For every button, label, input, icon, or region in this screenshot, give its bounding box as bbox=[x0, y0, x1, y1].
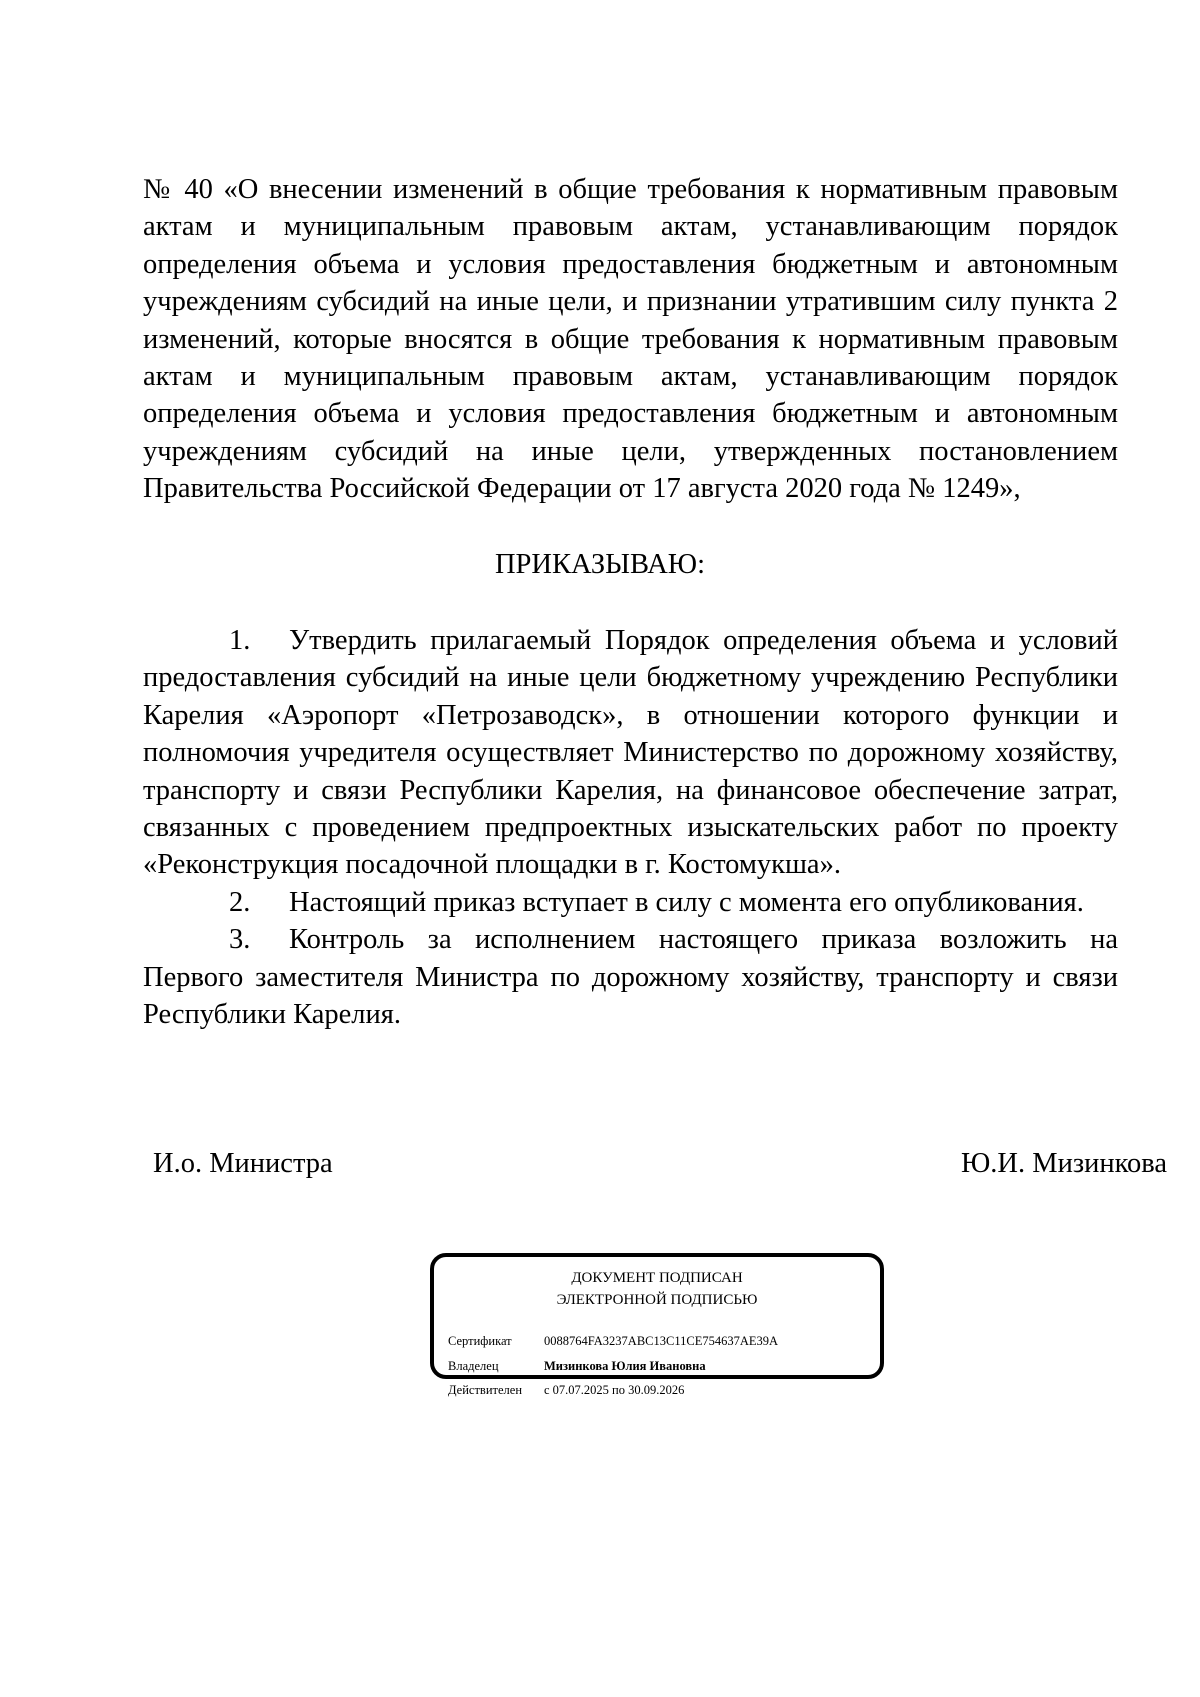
electronic-signature-stamp bbox=[430, 1253, 884, 1397]
order-item-number: 2. bbox=[229, 886, 251, 918]
stamp-owner-value: Мизинкова Юлия Ивановна bbox=[544, 1359, 706, 1373]
order-item-1 bbox=[143, 622, 1118, 884]
signatory-role: И.о. Министра bbox=[153, 1148, 333, 1179]
stamp-owner-label: Владелец bbox=[448, 1359, 499, 1373]
order-heading: ПРИКАЗЫВАЮ: bbox=[494, 549, 706, 580]
signatory-name: Ю.И. Мизинкова bbox=[961, 1148, 1167, 1179]
order-items-list bbox=[143, 622, 1118, 1033]
order-item-number: 3. bbox=[229, 924, 251, 956]
stamp-validity-label: Действителен bbox=[448, 1383, 523, 1397]
stamp-validity-row bbox=[448, 1382, 684, 1398]
order-item-text: Контроль за исполнением настоящего приказа возложить на Первого заместителя Министра по дорожному хозяйству, транспорту и связи Республики Карелия. bbox=[143, 924, 1118, 1031]
order-item-2 bbox=[143, 884, 1118, 921]
order-item-text: Настоящий приказ вступает в силу с момента его опубликования. bbox=[289, 886, 1084, 918]
stamp-title bbox=[434, 1267, 880, 1311]
stamp-title-line-1: ДОКУМЕНТ ПОДПИСАН bbox=[571, 1270, 743, 1286]
order-item-text: Утвердить прилагаемый Порядок определения объема и условий предоставления субсидий на иные цели бюджетному учреждению Республики Карелия «Аэропорт «Петрозаводск», в отношении которого функции и полномочия учредителя осуществляет Министерство по дорожному хозяйству, транспорту и связи Республики Карелия, на финансовое обеспечение затрат, связанных с проведением предпроектных изыскательских работ по проекту «Реконструкция посадочной площадки в г. Костомукша». bbox=[143, 625, 1118, 881]
stamp-title-line-2: ЭЛЕКТРОННОЙ ПОДПИСЬЮ bbox=[556, 1292, 758, 1308]
order-item-number: 1. bbox=[229, 625, 251, 656]
order-item-3 bbox=[143, 921, 1118, 1033]
stamp-certificate-row bbox=[448, 1333, 778, 1349]
stamp-certificate-label: Сертификат bbox=[448, 1334, 512, 1348]
stamp-validity-value: с 07.07.2025 по 30.09.2026 bbox=[544, 1383, 685, 1397]
intro-paragraph: № 40 «О внесении изменений в общие требования к нормативным правовым актам и муниципальным правовым актам, устанавливающим порядок определения объема и условия предоставления бюджетным и автономным учреждениям субсидий на иные цели, и признании утратившим силу пункта 2 изменений, которые вносятся в общие требования к нормативным правовым актам и муниципальным правовым актам, устанавливающим порядок определения объема и условия предоставления бюджетным и автономным учреждениям субсидий на иные цели, утвержденных постановлением Правительства Российской Федерации от 17 августа 2020 года № 1249», bbox=[143, 174, 1118, 505]
stamp-certificate-value: 0088764FA3237ABC13C11CE754637AE39A bbox=[544, 1334, 779, 1348]
stamp-owner-row bbox=[448, 1358, 706, 1374]
